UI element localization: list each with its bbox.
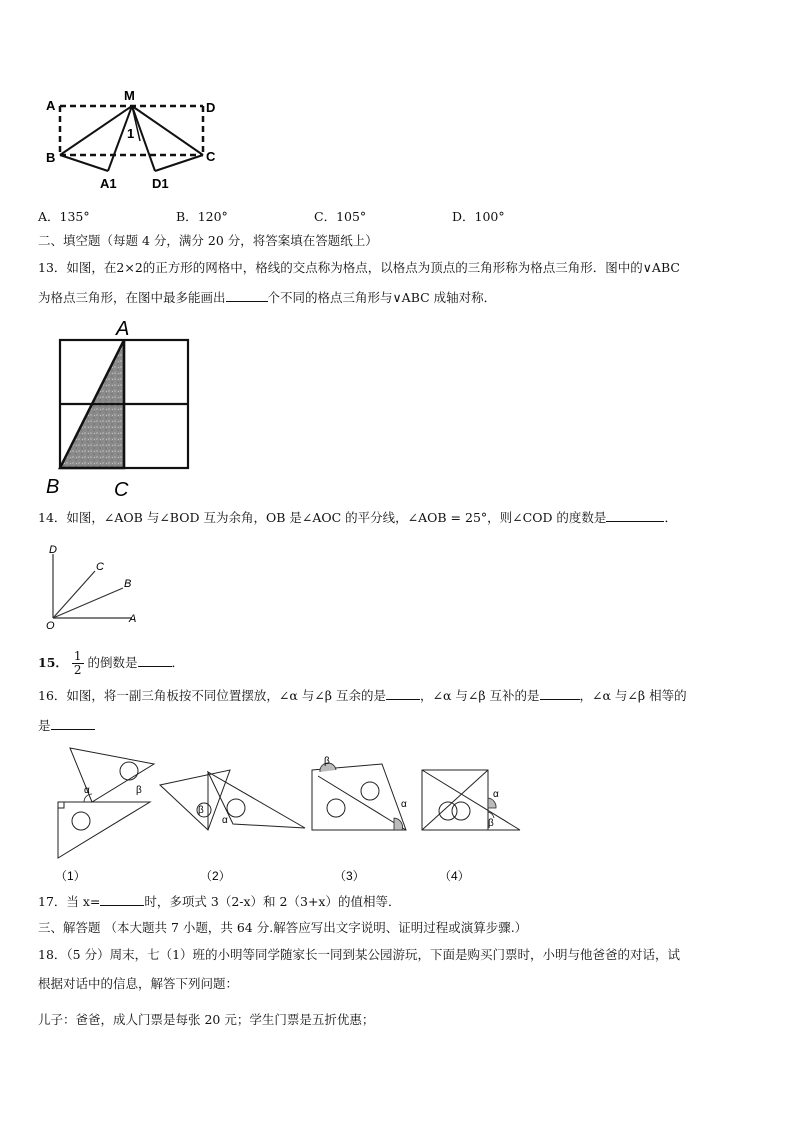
q16-fig1-alpha: α: [84, 785, 90, 796]
q15-fraction-numerator: 1: [73, 649, 82, 663]
q12-label-d1: D1: [152, 176, 169, 191]
q13-line2-pre: 为格点三角形，在图中最多能画出: [38, 290, 226, 305]
q13-line2: [38, 289, 496, 307]
q18-line1: 18．（5 分）周末，七（1）班的小明等同学随家长一同到某公园游玩，下面是购买门票时，小明与他爸爸的对话，试: [38, 947, 681, 962]
option-c: C．105°: [314, 209, 367, 224]
option-d: D．100°: [452, 209, 505, 224]
q16-fig3-alpha: α: [401, 799, 407, 810]
q16-caption-2: （2）: [200, 869, 231, 883]
q14-text-pre: 14．如图，∠AOB 与∠BOD 互为余角，OB 是∠AOC 的平分线，∠AOB = 25°，则∠COD 的度数是: [38, 510, 607, 525]
q17-text-pre: 17．当 x=: [38, 894, 101, 909]
q16-line1-c: ，∠α 与∠β 相等的: [579, 688, 687, 703]
q16-fig3-beta: β: [324, 756, 330, 767]
section-2-heading: 二、填空题（每题 4 分，满分 20 分，将答案填在答题纸上）: [38, 233, 378, 248]
q15-fraction: [72, 650, 84, 677]
q16-fig1-beta: β: [136, 785, 142, 796]
q16-caption-1: （1）: [55, 869, 86, 883]
q13-line1: 13．如图，在2×2的正方形的网格中，格线的交点称为格点，以格点为顶点的三角形称为格点三角形．图中的∨ABC: [38, 260, 680, 275]
q16-line2-text: 是: [38, 718, 51, 733]
q12-label-m: M: [124, 88, 135, 103]
q15-text: [38, 646, 184, 680]
q13-label-b: B: [46, 476, 60, 498]
q13-line2-post: 个不同的格点三角形与∨ABC 成轴对称．: [267, 290, 497, 305]
q16-figures: [50, 740, 530, 890]
q14-label-a: A: [129, 613, 137, 625]
q15-fraction-denominator: 2: [73, 663, 82, 677]
q16-line1-b: ，∠α 与∠β 互补的是: [419, 688, 540, 703]
q16-blank-equal[interactable]: [51, 717, 95, 730]
q18-line3: 儿子：爸爸，成人门票是每张 20 元；学生门票是五折优惠；: [38, 1012, 375, 1027]
q16-fig4-alpha: α: [493, 789, 499, 800]
q17-text-post: 时，多项式 3（2-x）和 2（3+x）的值相等．: [144, 894, 401, 909]
q16-figure-1: [58, 748, 154, 858]
q12-options: [0, 207, 794, 227]
q13-answer-blank[interactable]: [226, 289, 268, 302]
q14-label-c: C: [96, 561, 104, 573]
section-3-heading: 三、解答题 （本大题共 7 小题，共 64 分.解答应写出文字说明、证明过程或演算步骤.）: [38, 920, 528, 935]
q16-fig4-beta: β: [488, 818, 494, 829]
q16-figure-3: [312, 756, 407, 830]
q14-label-o: O: [46, 620, 55, 632]
q15-text-body: 的倒数是: [87, 655, 138, 670]
q16-blank-complementary[interactable]: [386, 687, 420, 700]
q14-text-post: ．: [664, 510, 677, 525]
q15-text-end: ．: [171, 655, 185, 670]
q12-label-d: D: [206, 100, 216, 115]
q13-figure: [42, 318, 202, 500]
q13-label-a: A: [116, 318, 130, 340]
q16-figure-4: [422, 770, 520, 830]
q16-caption-3: （3）: [334, 869, 365, 883]
q16-fig2-beta: β: [198, 805, 204, 816]
q14-text: [38, 509, 677, 527]
q12-label-b: B: [46, 150, 56, 165]
option-b: B．120°: [176, 209, 228, 224]
q15-number: 15．: [38, 655, 68, 670]
q12-label-1: 1: [127, 126, 135, 141]
q16-line1-a: 16．如图，将一副三角板按不同位置摆放，∠α 与∠β 互余的是: [38, 688, 386, 703]
q12-figure: [40, 85, 230, 195]
q12-label-a1: A1: [100, 176, 117, 191]
q18-line2: 根据对话中的信息，解答下列问题：: [38, 976, 239, 991]
q17-text: [38, 893, 400, 911]
q14-label-d: D: [49, 544, 57, 556]
q14-figure: [40, 540, 150, 632]
q12-label-c: C: [206, 149, 216, 164]
option-a: A．135°: [38, 209, 90, 224]
q16-caption-4: （4）: [439, 869, 470, 883]
q12-label-a: A: [46, 98, 56, 113]
q13-label-c: C: [114, 479, 129, 500]
q14-label-b: B: [124, 578, 132, 590]
q17-answer-blank[interactable]: [100, 893, 144, 906]
q16-blank-supplementary[interactable]: [540, 687, 580, 700]
q15-answer-blank[interactable]: [138, 654, 172, 667]
q16-line1: [38, 687, 687, 705]
q16-figure-2: [160, 770, 305, 830]
q16-line2: [38, 717, 95, 735]
q16-fig2-alpha: α: [222, 815, 228, 826]
q14-answer-blank[interactable]: [606, 509, 664, 522]
